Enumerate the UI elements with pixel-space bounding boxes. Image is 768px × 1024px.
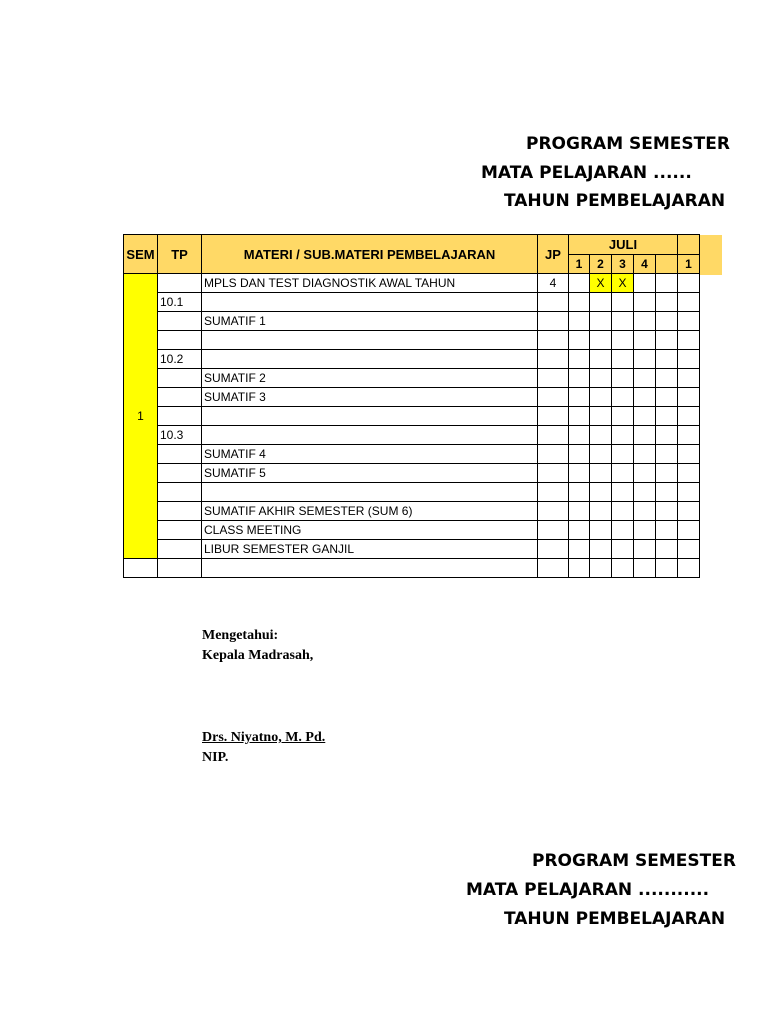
table-row [124,407,700,426]
week-header: 2 [590,254,612,274]
week-cell [656,502,678,521]
table-row [124,331,700,350]
week-cell [569,293,590,312]
week-cell [634,521,656,540]
week-cell [634,331,656,350]
jp-cell [538,331,569,350]
col-tp-header: TP [158,235,202,274]
table-row [124,312,700,331]
title-mata-pelajaran-2: MATA PELAJARAN ........... [466,880,710,900]
title-program-semester-2: PROGRAM SEMESTER [532,851,736,871]
week-cell [590,312,612,331]
materi-cell: SUMATIF AKHIR SEMESTER (SUM 6) [202,502,538,521]
week-cell [678,407,700,426]
jp-cell: 4 [538,274,569,293]
sign-name: Drs. Niyatno, M. Pd. [202,730,326,745]
jp-cell [538,293,569,312]
title-program-semester: PROGRAM SEMESTER [526,134,730,154]
table-row [124,426,700,445]
week-cell [656,464,678,483]
week-cell [569,483,590,502]
table-row [124,464,700,483]
week-cell [656,293,678,312]
week-cell [678,483,700,502]
week-cell [678,445,700,464]
materi-cell: SUMATIF 2 [202,369,538,388]
table-row [124,293,700,312]
empty-cell [612,559,634,578]
materi-cell: MPLS DAN TEST DIAGNOSTIK AWAL TAHUN [202,274,538,293]
week-cell [569,388,590,407]
week-cell [590,521,612,540]
tp-cell: 10.1 [158,293,202,312]
week-cell [590,293,612,312]
week-cell [612,331,634,350]
empty-cell [634,559,656,578]
jp-cell [538,464,569,483]
week-cell: X [590,274,612,293]
week-cell [656,540,678,559]
title-tahun-pembelajaran: TAHUN PEMBELAJARAN [504,191,726,211]
week-cell [569,426,590,445]
week-cell [590,483,612,502]
week-cell [590,540,612,559]
week-cell [678,293,700,312]
materi-cell [202,426,538,445]
week-cell [656,312,678,331]
week-cell [590,350,612,369]
col-jp-header: JP [538,235,569,274]
week-cell [569,331,590,350]
week-cell [656,521,678,540]
week-header [656,254,678,274]
week-cell [569,464,590,483]
week-cell [656,426,678,445]
week-cell [612,388,634,407]
week-cell [656,369,678,388]
week-cell [569,502,590,521]
week-cell [634,293,656,312]
week-header: 4 [634,254,656,274]
week-cell [634,312,656,331]
materi-cell [202,407,538,426]
tp-cell [158,369,202,388]
week-cell [612,502,634,521]
table-row [124,388,700,407]
header-fill-overflow [700,235,722,275]
week-cell [678,274,700,293]
week-cell [612,521,634,540]
tp-cell [158,445,202,464]
week-cell [569,540,590,559]
next-month-header [678,235,700,255]
table-row [124,502,700,521]
tp-cell [158,331,202,350]
sign-mengetahui: Mengetahui: [202,628,279,643]
week-cell [634,483,656,502]
week-cell [656,407,678,426]
table-row [124,559,700,578]
week-cell [634,426,656,445]
jp-cell [538,540,569,559]
week-cell [634,350,656,369]
tp-cell: 10.3 [158,426,202,445]
week-cell [590,331,612,350]
week-cell [612,464,634,483]
jp-cell [538,407,569,426]
week-cell [634,464,656,483]
week-cell [678,388,700,407]
jp-cell [538,483,569,502]
week-cell [678,312,700,331]
program-table [123,234,700,578]
week-cell [590,464,612,483]
tp-cell: 10.2 [158,350,202,369]
week-cell [612,350,634,369]
week-cell [678,331,700,350]
week-cell [678,540,700,559]
week-header: 1 [678,254,700,274]
week-cell [678,464,700,483]
materi-cell [202,350,538,369]
empty-cell [202,559,538,578]
week-cell [590,502,612,521]
empty-cell [538,559,569,578]
table-row [124,369,700,388]
week-cell [656,331,678,350]
week-cell [569,521,590,540]
tp-cell [158,521,202,540]
tp-cell [158,407,202,426]
empty-cell [569,559,590,578]
week-cell [612,445,634,464]
materi-cell: CLASS MEETING [202,521,538,540]
col-materi-header: MATERI / SUB.MATERI PEMBELAJARAN [202,235,538,274]
empty-cell [678,559,700,578]
jp-cell [538,312,569,331]
tp-cell [158,312,202,331]
week-cell [634,274,656,293]
week-cell [612,426,634,445]
sign-kepala-madrasah: Kepala Madrasah, [202,648,314,663]
materi-cell [202,331,538,350]
week-cell [569,369,590,388]
empty-cell [124,559,158,578]
empty-cell [590,559,612,578]
week-cell [656,350,678,369]
jp-cell [538,426,569,445]
week-cell [634,407,656,426]
week-cell [678,521,700,540]
week-cell [569,350,590,369]
week-cell [656,483,678,502]
materi-cell: SUMATIF 3 [202,388,538,407]
week-cell [678,369,700,388]
week-cell [634,388,656,407]
tp-cell [158,502,202,521]
week-cell [569,274,590,293]
week-cell [678,426,700,445]
materi-cell: SUMATIF 5 [202,464,538,483]
title-mata-pelajaran: MATA PELAJARAN ...... [481,163,692,183]
materi-cell: SUMATIF 4 [202,445,538,464]
week-cell [656,274,678,293]
week-cell [590,445,612,464]
table-row [124,483,700,502]
title-tahun-pembelajaran-2: TAHUN PEMBELAJARAN [504,909,726,929]
table-row [124,274,700,293]
week-cell [612,540,634,559]
week-cell [590,426,612,445]
empty-cell [158,559,202,578]
week-cell [569,445,590,464]
table-row [124,350,700,369]
week-cell [590,369,612,388]
materi-cell [202,483,538,502]
table-row [124,445,700,464]
tp-cell [158,464,202,483]
week-cell [634,540,656,559]
jp-cell [538,350,569,369]
week-cell [569,407,590,426]
table-row [124,521,700,540]
week-cell [569,312,590,331]
tp-cell [158,388,202,407]
week-cell [612,407,634,426]
week-header: 3 [612,254,634,274]
jp-cell [538,445,569,464]
week-cell [634,445,656,464]
jp-cell [538,388,569,407]
week-cell [612,369,634,388]
week-cell [612,312,634,331]
month-header: JULI [569,235,678,255]
tp-cell [158,483,202,502]
week-cell [678,502,700,521]
sem-cell: 1 [124,274,158,559]
week-cell [656,388,678,407]
week-cell [634,369,656,388]
empty-cell [656,559,678,578]
table-row [124,540,700,559]
week-cell: X [612,274,634,293]
week-cell [612,293,634,312]
jp-cell [538,369,569,388]
week-cell [678,350,700,369]
week-cell [590,388,612,407]
materi-cell [202,293,538,312]
jp-cell [538,521,569,540]
week-cell [656,445,678,464]
jp-cell [538,502,569,521]
col-sem-header: SEM [124,235,158,274]
tp-cell [158,274,202,293]
tp-cell [158,540,202,559]
week-cell [612,483,634,502]
materi-cell: LIBUR SEMESTER GANJIL [202,540,538,559]
week-header: 1 [569,254,590,274]
materi-cell: SUMATIF 1 [202,312,538,331]
week-cell [634,502,656,521]
week-cell [590,407,612,426]
sign-nip: NIP. [202,750,229,765]
